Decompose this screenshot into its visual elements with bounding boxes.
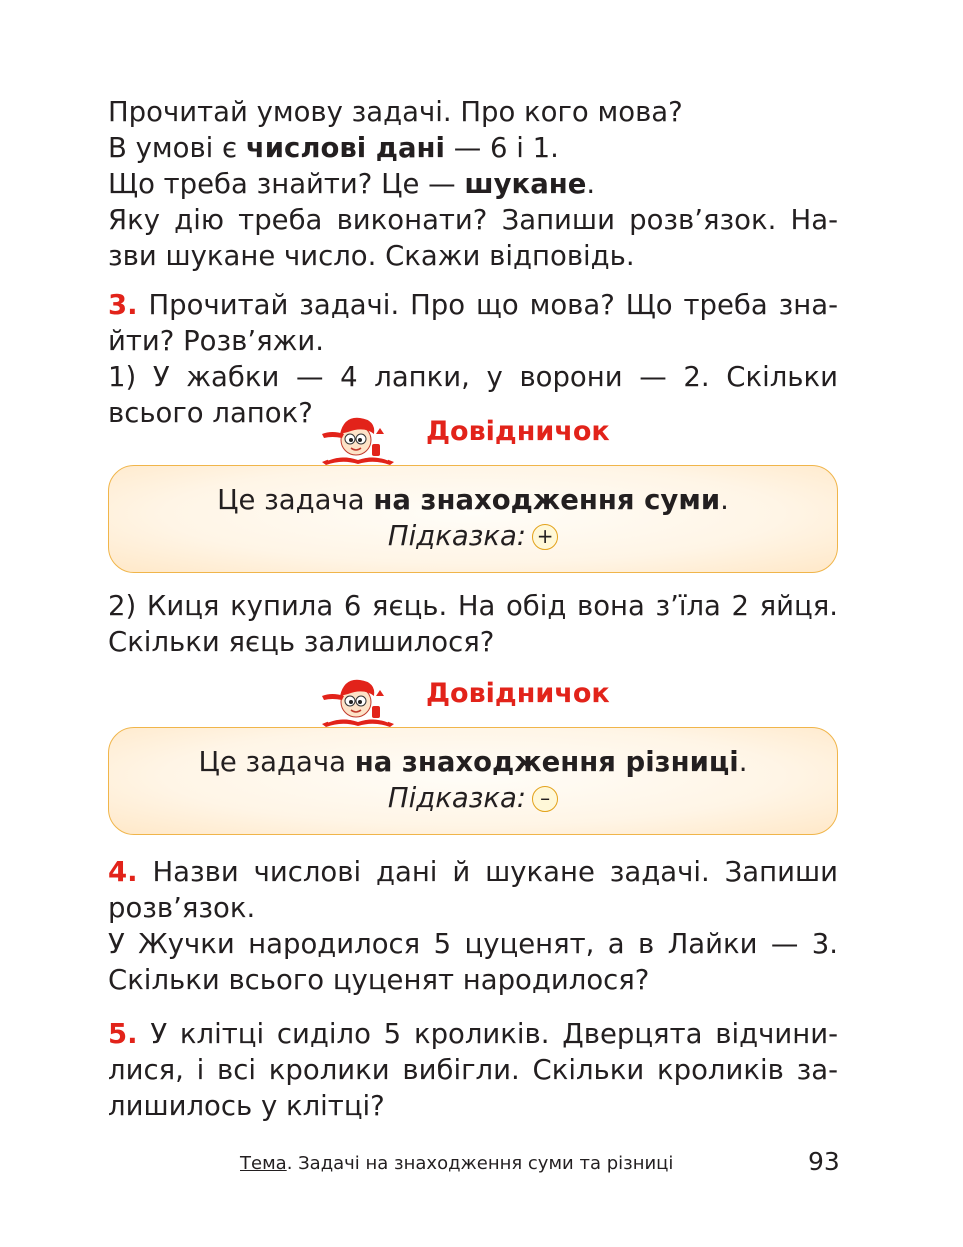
task-3-part-1-line-1: 1) У жабки — 4 лапки, у ворони — 2. Скільки [108,361,838,393]
task-3-part-1-line-2: всього лапок? [108,397,313,429]
intro-line-5: зви шукане число. Скажи відповідь. [108,240,635,272]
hint-1-tip-label: Підказка: [387,520,527,552]
task-3 [108,287,838,431]
hint-2-tip [109,780,837,816]
task-5-number: 5. [108,1018,138,1050]
task-4-line-4: Скільки всього цуценят народилося? [108,964,650,996]
page-number: 93 [808,1147,840,1176]
hint-2-text: Це задача на знаходження різниці. [198,746,748,778]
hint-2-title: Довідничок [426,678,610,709]
task-4-line-3: У Жучки народилося 5 цуценят, а в Лайки — 3. [108,928,838,960]
intro-line-3: Що треба знайти? Це — шукане. [108,168,596,200]
task-4 [108,854,838,998]
plus-sign-icon: + [532,524,558,550]
hint-1-title: Довідничок [426,416,610,447]
intro-line-2: В умові є числові дані — 6 і 1. [108,132,559,164]
task-5-line-2: лися, і всі кролики вибігли. Скільки кроликів за- [108,1054,838,1086]
reading-boy-mascot-icon [318,672,398,728]
intro-paragraph [108,94,838,274]
task-4-number: 4. [108,856,138,888]
task-3-part-2-line-1: 2) Киця купила 6 яєць. На обід вона з’їла 2 яйця. [108,590,838,622]
hint-1-text: Це задача на знаходження суми. [217,484,729,516]
task-3-part-2 [108,588,838,660]
intro-line-1: Прочитай умову задачі. Про кого мова? [108,96,683,128]
hint-1-tip [109,518,837,554]
task-5-line-3: лишилось у клітці? [108,1090,385,1122]
page-footer-topic: Тема. Задачі на знаходження суми та різниці [240,1153,674,1174]
term-numeric-data: числові дані [245,132,445,164]
task-3-number: 3. [108,289,138,321]
task-4-line-1: 4. Назви числові дані й шукане задачі. Запиши [108,856,838,888]
footer-topic-label: Тема [240,1153,287,1174]
hint-2-box [108,727,838,835]
intro-line-4: Яку дію треба виконати? Запиши розв’язок. На- [108,204,838,236]
hint-2-tip-label: Підказка: [387,782,527,814]
task-5 [108,1016,838,1124]
task-5-line-1: 5. У клітці сиділо 5 кроликів. Дверцята відчини- [108,1018,838,1050]
term-unknown: шукане [464,168,587,200]
reading-boy-mascot-icon [318,410,398,466]
task-3-part-2-line-2: Скільки яєць залишилося? [108,626,495,658]
hint-1-box [108,465,838,573]
task-3-line-2: йти? Розв’яжи. [108,325,325,357]
minus-sign-icon: – [532,786,558,812]
task-3-line-1: 3. Прочитай задачі. Про що мова? Що треба зна- [108,289,838,321]
task-4-line-2: розв’язок. [108,892,256,924]
